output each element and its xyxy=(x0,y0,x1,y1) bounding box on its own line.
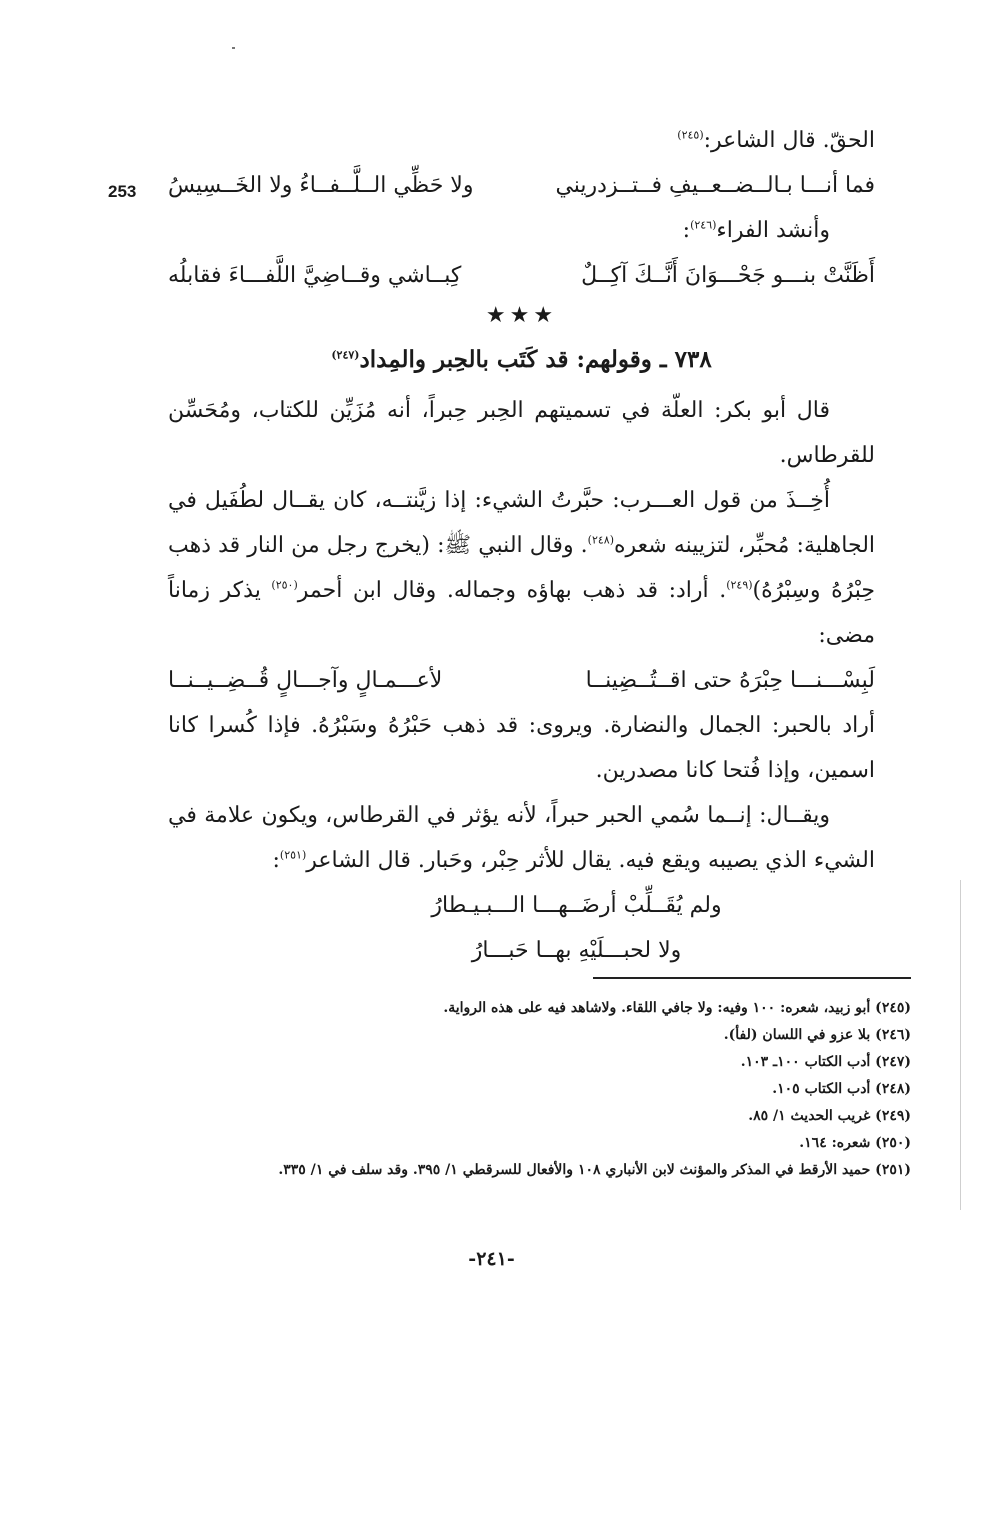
footnote-item: (٢٤٨) أدب الكتاب ١٠٥. xyxy=(772,1081,911,1097)
verse-2-second-hemistich: كِبــاشي وقــاضِيَّ اللَّفـــاءَ فقابلُه xyxy=(168,263,462,288)
section-heading: ٧٣٨ ـ وقولهم: قد كَتَب بالحِبر والمِداد$^{(٢٤٧)}$ xyxy=(331,346,712,373)
paragraph-4: ويقــال: إنــما سُمي الحبر حبراً، لأنه يؤثر في القرطاس، ويكون علامة في الشيء الذي يصيبه ويقع فيه. يقال للأثر حِبْر، وحَبار. قال الشاعر$^{(٢٥١)}$: xyxy=(168,803,875,873)
paragraph-2: أُخِــذَ من قول العـــرب: حبَّرتُ الشيء: إذا زيَّنتــه، كان يقــال لطُفَيل في الجاهلية: مُحبِّر، لتزيينه شعره$^{(٢٤٨)}$. وقال النبي ﷺ: (يخرج رجل من النار قد ذهب حِبْرُهُ وسِبْرُهُ)$^{(٢٤٩)}$. أراد: قد ذهب بهاؤه وجماله. وقال ابن أحمر$^{(٢٥٠)}$ يذكر زماناً مضى: xyxy=(168,488,876,648)
scan-edge-line xyxy=(960,880,961,1210)
paragraph-1: قال أبو بكر: العلّة في تسميتهم الحِبر حِبراً، أنه مُزَيِّن للكتاب، ومُحَسِّن للقرطاس. xyxy=(168,398,875,468)
footnote-separator xyxy=(593,977,911,979)
verse-3-first-hemistich: لَبِسْـــنـــا حِبْرَهُ حتى اقــتُــضِينــا xyxy=(585,668,875,693)
main-text xyxy=(168,118,875,973)
paragraph-3: أراد بالحبر: الجمال والنضارة. ويروى: قد ذهب حَبْرُهُ وسَبْرُهُ. فإذا كُسرا كانا اسمين، وإذا فُتحا كانا مصدرين. xyxy=(168,713,875,783)
verse-3 xyxy=(168,658,875,703)
scan-speck xyxy=(232,47,235,49)
footnotes-list xyxy=(60,995,911,1184)
verse-4-line-2: ولا لحبـــلَيْهِ بهــا حَبـــارُ xyxy=(471,938,682,963)
verse-1-second-hemistich: ولا حَظِّي الــلَّــفــاءُ ولا الخَــسِيسُ xyxy=(168,173,474,198)
footnote-item: (٢٤٧) أدب الكتاب ١٠٠ـ ١٠٣. xyxy=(740,1054,911,1070)
page-number: -٢٤١- xyxy=(468,1248,515,1270)
verse-2-first-hemistich: أَظَنَّتْ بنـــو جَحْـــوَانَ أَنَّــكَ آكِــلٌ xyxy=(581,263,875,288)
footnote-ref: (٢٤٧) xyxy=(331,348,360,362)
margin-page-number: 253 xyxy=(108,182,137,201)
verse-1-first-hemistich: فما أنـــا بـالــضــعــيفِ فــتــزدريني xyxy=(555,173,875,198)
intro-line: الحقّ. قال الشاعر:$^{(٢٤٥)}$ xyxy=(677,128,875,153)
footnote-ref: (٢٥٠) xyxy=(271,578,298,592)
footnote-item: (٢٥٠) شعره: ١٦٤. xyxy=(799,1135,911,1151)
footnote-ref: (٢٤٨) xyxy=(587,533,614,547)
verse-3-second-hemistich: لأعـــمـالٍ وآجـــالٍ قُــضِــيــنــا xyxy=(168,668,443,693)
footnote-item: (٢٥١) حميد الأرقط في المذكر والمؤنث لابن الأنباري ١٠٨ والأفعال للسرقطي ١/ ٣٩٥. وقد سلف في ١/ ٣٣٥. xyxy=(278,1162,911,1178)
footnote-ref: (٢٤٦) xyxy=(690,218,717,232)
footnote-item: (٢٤٥) أبو زبيد، شعره: ١٠٠ وفيه: ولا جافي اللقاء. ولاشاهد فيه على هذه الرواية. xyxy=(443,1000,911,1016)
verse-1 xyxy=(168,163,875,208)
recite-line: وأنشد الفراء$^{(٢٤٦)}$: xyxy=(682,218,830,243)
footnote-ref: (٢٥١) xyxy=(279,848,307,862)
footnote-ref: (٢٤٩) xyxy=(726,578,753,592)
footnote-item: (٢٤٦) بلا عزو في اللسان (لفأ). xyxy=(723,1027,911,1043)
section-divider-stars: ★★★ xyxy=(485,303,558,328)
verse-4-line-1: ولم يُقَــلِّبْ أرضَــهـــا الـــبـيـطارُ xyxy=(431,893,722,918)
footnote-ref: (٢٤٥) xyxy=(677,128,704,142)
verse-2 xyxy=(168,253,875,298)
footnote-item: (٢٤٩) غريب الحديث ١/ ٨٥. xyxy=(748,1108,911,1124)
